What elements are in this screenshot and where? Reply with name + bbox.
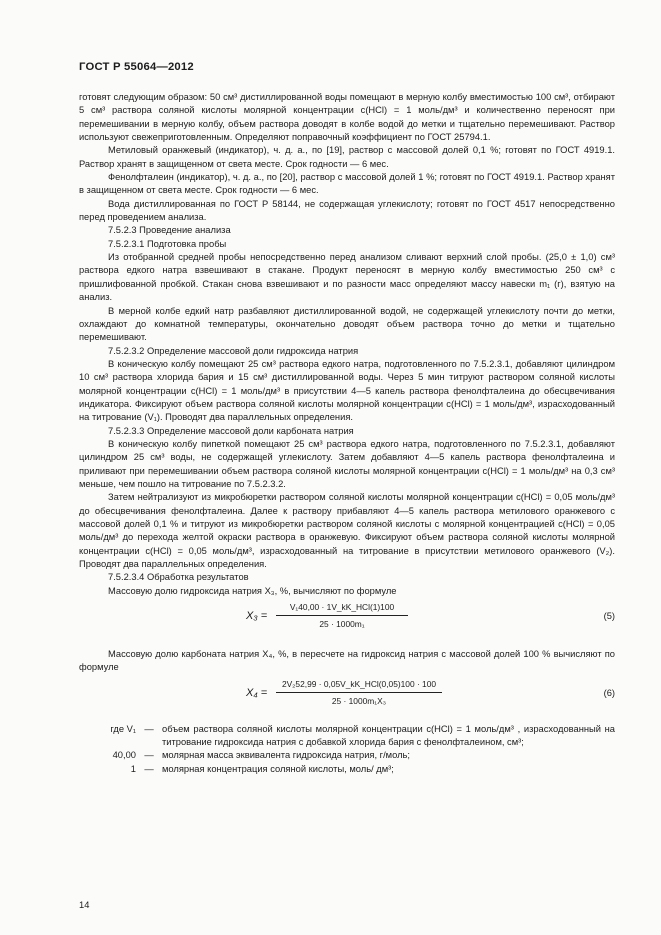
paragraph: В коническую колбу помещают 25 см³ раствора едкого натра, подготовленного по 7.5.2.3.1, добавляют цилиндром 10 см³ раствора хлорида бария и 15 см³ дистиллированной воды. Через 5 мин титруют раствором соляной кислоты молярной концентрации c(HCl) = 1 моль/дм³ в присутствии 4—5 капель раствора фенолфталеина до обесцвечивания индикатора. Фиксируют объем раствора соляной кислоты молярной концентрации c(HCl) = 1 моль/дм³, израсходованный на титрование (V₁). Проводят два параллельных определения. <box>79 358 615 423</box>
formula-fraction <box>276 600 408 632</box>
formula-lhs: X₄ = <box>246 686 268 699</box>
page-header: ГОСТ Р 55064—2012 <box>79 61 194 73</box>
definition-text: молярная масса эквивалента гидроксида натрия, г/моль; <box>162 750 410 761</box>
formula-lhs: X₃ = <box>246 610 268 623</box>
definition-dash: — <box>144 723 154 734</box>
document-body <box>79 91 615 776</box>
definition-dash: — <box>144 750 154 761</box>
definition-text: молярная концентрация соляной кислоты, моль/ дм³; <box>162 763 394 774</box>
formula-number: (5) <box>603 611 615 622</box>
definition-row <box>79 763 615 776</box>
symbol-definitions <box>79 723 615 776</box>
definition-symbol: 40,00 <box>112 750 136 761</box>
definition-row <box>79 723 615 750</box>
paragraph: Из отобранной средней пробы непосредственно перед анализом сливают верхний слой пробы. (25,0 ± 1,0) см³ раствора едкого натра взвешивают в стакане. Продукт переносят в мерную колбу вместимостью 250 см³ с пришлифованной пробкой. Стакан снова взвешивают и по разности масс определяют массу навески m₁ (г), взятую на анализ. <box>79 252 615 303</box>
paragraph: Массовую долю карбоната натрия X₄, %, в пересчете на гидроксид натрия с массовой долей 100 % вычисляют по формуле <box>79 649 615 673</box>
paragraph: Массовую долю гидроксида натрия X₃, %, вычисляют по формуле <box>108 585 397 596</box>
section-heading: 7.5.2.3.1 Подготовка пробы <box>108 238 227 249</box>
definition-symbol: 1 <box>130 763 136 774</box>
paragraph: готовят следующим образом: 50 см³ дистиллированной воды помещают в мерную колбу вместимостью 100 см³, отбирают 5 см³ раствора соляной кислоты молярной концентрации c(HCl) = 1 моль/дм³ и количественно переносят при перемешивании в мерную колбу, объем раствора доводят в колбе водой до метки и тщательно перемешивают. Раствор используют свежеприготовленным. Определяют поправочный коэффициент по ГОСТ 25794.1. <box>79 92 615 143</box>
section-heading: 7.5.2.3 Проведение анализа <box>108 225 231 236</box>
page-number: 14 <box>79 900 90 910</box>
paragraph: Фенолфталеин (индикатор), ч. д. а., по [20], раствор с массовой долей 1 %; готовят по ГОСТ 4919.1. Раствор хранят в защищенном от света месте. Срок годности — 6 мес. <box>79 172 615 196</box>
formula-number: (6) <box>603 687 615 698</box>
formula-6 <box>79 675 615 717</box>
definition-row <box>79 749 615 762</box>
section-heading: 7.5.2.3.4 Обработка результатов <box>108 572 249 583</box>
paragraph: В коническую колбу пипеткой помещают 25 см³ раствора едкого натра, подготовленного по 7.5.2.3.1, добавляют цилиндром 25 см³ воды, не содержащей углекислоту. Затем добавляют 4—5 капель раствора фенолфталеина и приливают при перемешивании объем раствора соляной кислоты молярной концентрации c(HCl) = 1 моль/дм³ на 0,3 см³ меньше, чем пошло на титрование по 7.5.2.3.2. <box>79 438 615 489</box>
definition-symbol: где V₁ <box>110 723 136 734</box>
formula-denominator: 25 · 1000m₁X₃ <box>331 695 387 706</box>
paragraph: Затем нейтрализуют из микробюретки раствором соляной кислоты молярной концентрации c(HCl) = 0,05 моль/дм³ до обесцвечивания фенолфталеина. Далее к раствору прибавляют 4—5 капель раствора метилового оранжевого с массовой долей 0,1 % и титруют из микробюретки раствором соляной кислоты с молярной концентрацией c(HCl) = 0,05 моль/дм³ до перехода желтой окраски раствора в оранжевую. Фиксируют объем раствора соляной кислоты молярной концентрации c(HCl) = 0,05 моль/дм³, израсходованный на титрование в присутствии метилового оранжевого (V₂). Проводят два параллельных определения. <box>79 492 615 570</box>
formula-numerator: V₁40,00 · 1V_kK_HCl(1)100 <box>276 600 408 616</box>
definition-dash: — <box>144 763 154 774</box>
section-heading: 7.5.2.3.3 Определение массовой доли карбоната натрия <box>108 425 354 436</box>
paragraph: Метиловый оранжевый (индикатор), ч. д. а., по [19], раствор с массовой долей 0,1 %; готовят по ГОСТ 4919.1. Раствор хранят в защищенном от света месте. Срок годности — 6 мес. <box>79 145 615 169</box>
paragraph: Вода дистиллированная по ГОСТ Р 58144, не содержащая углекислоту; готовят по ГОСТ 4517 непосредственно перед проведением анализа. <box>79 198 615 223</box>
paragraph: В мерной колбе едкий натр разбавляют дистиллированной водой, не содержащей углекислоту почти до метки, охлаждают до комнатной температуры, окончательно доводят объем раствора точно до метки и тщательно перемешивают. <box>79 305 615 343</box>
definition-text: объем раствора соляной кислоты молярной концентрации c(HCl) = 1 моль/дм³ , израсходованный на титрование гидроксида натрия с добавкой хлорида бария с фенолфталеином, см³; <box>162 723 615 748</box>
formula-denominator: 25 · 1000m₁ <box>319 619 365 630</box>
formula-fraction <box>276 677 442 709</box>
formula-numerator: 2V₂52,99 · 0,05V_kK_HCl(0,05)100 · 100 <box>276 677 442 693</box>
formula-5 <box>79 598 615 640</box>
section-heading: 7.5.2.3.2 Определение массовой доли гидроксида натрия <box>108 345 359 356</box>
